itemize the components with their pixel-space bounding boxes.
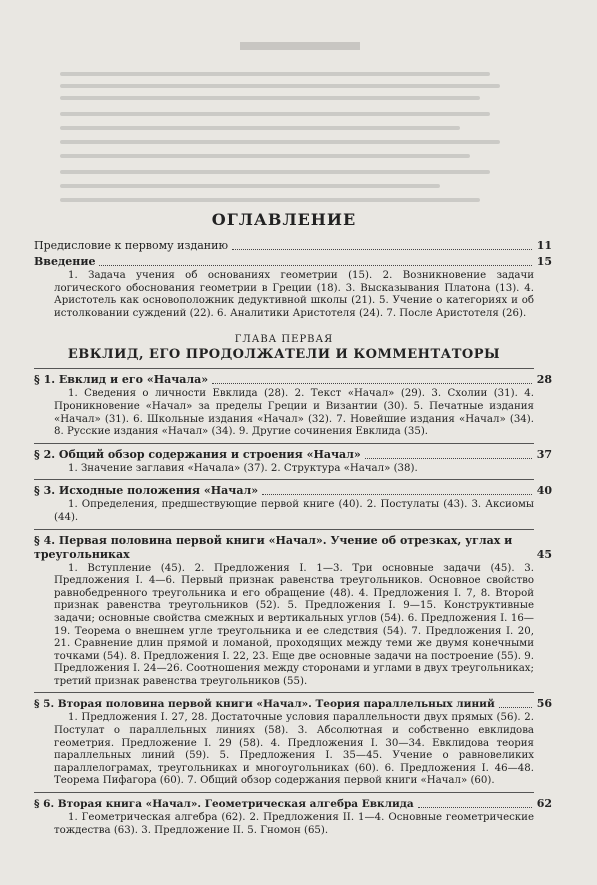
entry-contents: 1. Задача учения об основаниях геометрии (15). 2. Возникновение задачи логического обоснования геометрии в Греции (18). 3. Высказывания Платона (13). 4. Аристотель как основоположник дедуктивной школы (21). 5. Учение о категориях и об истолковании суждений (22). 6. Аналитики Аристотеля (24). 7. После Аристотеля (26). bbox=[54, 270, 534, 319]
entry-label: § 6. Вторая книга «Начал». Геометрическая алгебра Евклида bbox=[34, 798, 414, 811]
bleed-through-text bbox=[0, 0, 597, 220]
page-title: ОГЛАВЛЕНИЕ bbox=[211, 210, 357, 229]
page-number: 11 bbox=[536, 239, 552, 252]
entry-contents: 1. Определения, предшествующие первой книге (40). 2. Постулаты (43). 3. Аксиомы (44). bbox=[54, 499, 534, 523]
toc-entry-intro[interactable] bbox=[34, 255, 552, 269]
page-number: 40 bbox=[536, 484, 552, 498]
toc-entry-preface[interactable] bbox=[34, 239, 552, 253]
toc-entry-section-1[interactable] bbox=[34, 373, 552, 387]
entry-contents: 1. Предложения I. 27, 28. Достаточные условия параллельности двух прямых (56). 2. Постулат о параллельных линиях (58). 3. Абсолютная и собственно евклидова геометрия. Предложение I. 29 (58). 4. Предложения I. 30—34. Евклидова теория параллельных линий (59). 5. Предложения I. 35—45. Учение о равновеликих параллелограмах, треугольниках и многоугольниках (60). 6. Предложения I. 46—48. Теорема Пифагора (60). 7. Общий обзор содержания первой книги «Начал» (60). bbox=[54, 712, 534, 787]
page-number: 56 bbox=[536, 697, 552, 711]
page-number: 28 bbox=[536, 373, 552, 387]
toc-entry-section-6[interactable] bbox=[34, 797, 552, 811]
entry-contents: 1. Геометрическая алгебра (62). 2. Предложения II. 1—4. Основные геометрические тождества (63). 3. Предложение II. 5. Гномон (65). bbox=[54, 812, 534, 836]
toc-entry-section-5[interactable] bbox=[34, 697, 552, 711]
entry-label: § 2. Общий обзор содержания и строения «Начал» bbox=[34, 447, 361, 461]
chapter-title: ЕВКЛИД, ЕГО ПРОДОЛЖАТЕЛИ И КОММЕНТАТОРЫ bbox=[67, 347, 501, 363]
entry-contents: 1. Вступление (45). 2. Предложения I. 1—3. Три основные задачи (45). 3. Предложения I. 4—6. Первый признак равенства треугольников. Основное свойство равнобедренного треугольника и его обращение (48). 4. Предложения I. 7, 8. Второй признак равенства треугольников (52). 5. Предложения I. 9—15. Конструктивные задачи; основные свойства смежных и вертикальных углов (54). 6. Предложения I. 16—19. Теорема о внешнем угле треугольника и ее следствия (54). 7. Предложения I. 20, 21. Сравнение длин прямой и ломаной, проходящих между теми же двумя конечными точками (54). 8. Предложения I. 22, 23. Еще две основные задачи на построение (55). 9. Предложения I. 24—26. Соотношения между сторонами и углами в двух треугольниках; третий признак равенства треугольников (55). bbox=[54, 562, 534, 687]
entry-contents: 1. Сведения о личности Евклида (28). 2. Текст «Начал» (29). 3. Схолии (31). 4. Проникновение «Начал» за пределы Греции и Византии (30). 5. Печатные издания «Начал» (31). 6. Школьные издания «Начал» (32). 7. Новейшие издания «Начал» (34). 8. Русские издания «Начал» (34). 9. Другие сочинения Евклида (35). bbox=[54, 388, 534, 438]
page-number: 37 bbox=[536, 447, 552, 461]
entry-contents: 1. Значение заглавия «Начала» (37). 2. Структура «Начал» (38). bbox=[68, 462, 418, 474]
entry-label: § 3. Исходные положения «Начал» bbox=[34, 484, 259, 498]
entry-label: Введение bbox=[34, 255, 96, 268]
entry-label: § 5. Вторая половина первой книги «Начал». Теория параллельных линий bbox=[34, 698, 495, 711]
toc-entry-section-3[interactable] bbox=[34, 484, 552, 498]
table-of-contents bbox=[34, 210, 552, 839]
toc-entry-section-4[interactable] bbox=[34, 533, 552, 562]
page-number: 15 bbox=[536, 255, 552, 268]
entry-label: Предисловие к первому изданию bbox=[34, 239, 229, 252]
page-number: 45 bbox=[536, 547, 552, 561]
toc-entry-section-2[interactable] bbox=[34, 447, 552, 462]
entry-label: § 4. Первая половина первой книги «Начал». Учение об отрезках, углах и треугольниках bbox=[34, 533, 513, 561]
page-number: 62 bbox=[536, 797, 552, 811]
chapter-label: ГЛАВА ПЕРВАЯ bbox=[234, 334, 334, 346]
entry-label: § 1. Евклид и его «Начала» bbox=[34, 373, 209, 387]
